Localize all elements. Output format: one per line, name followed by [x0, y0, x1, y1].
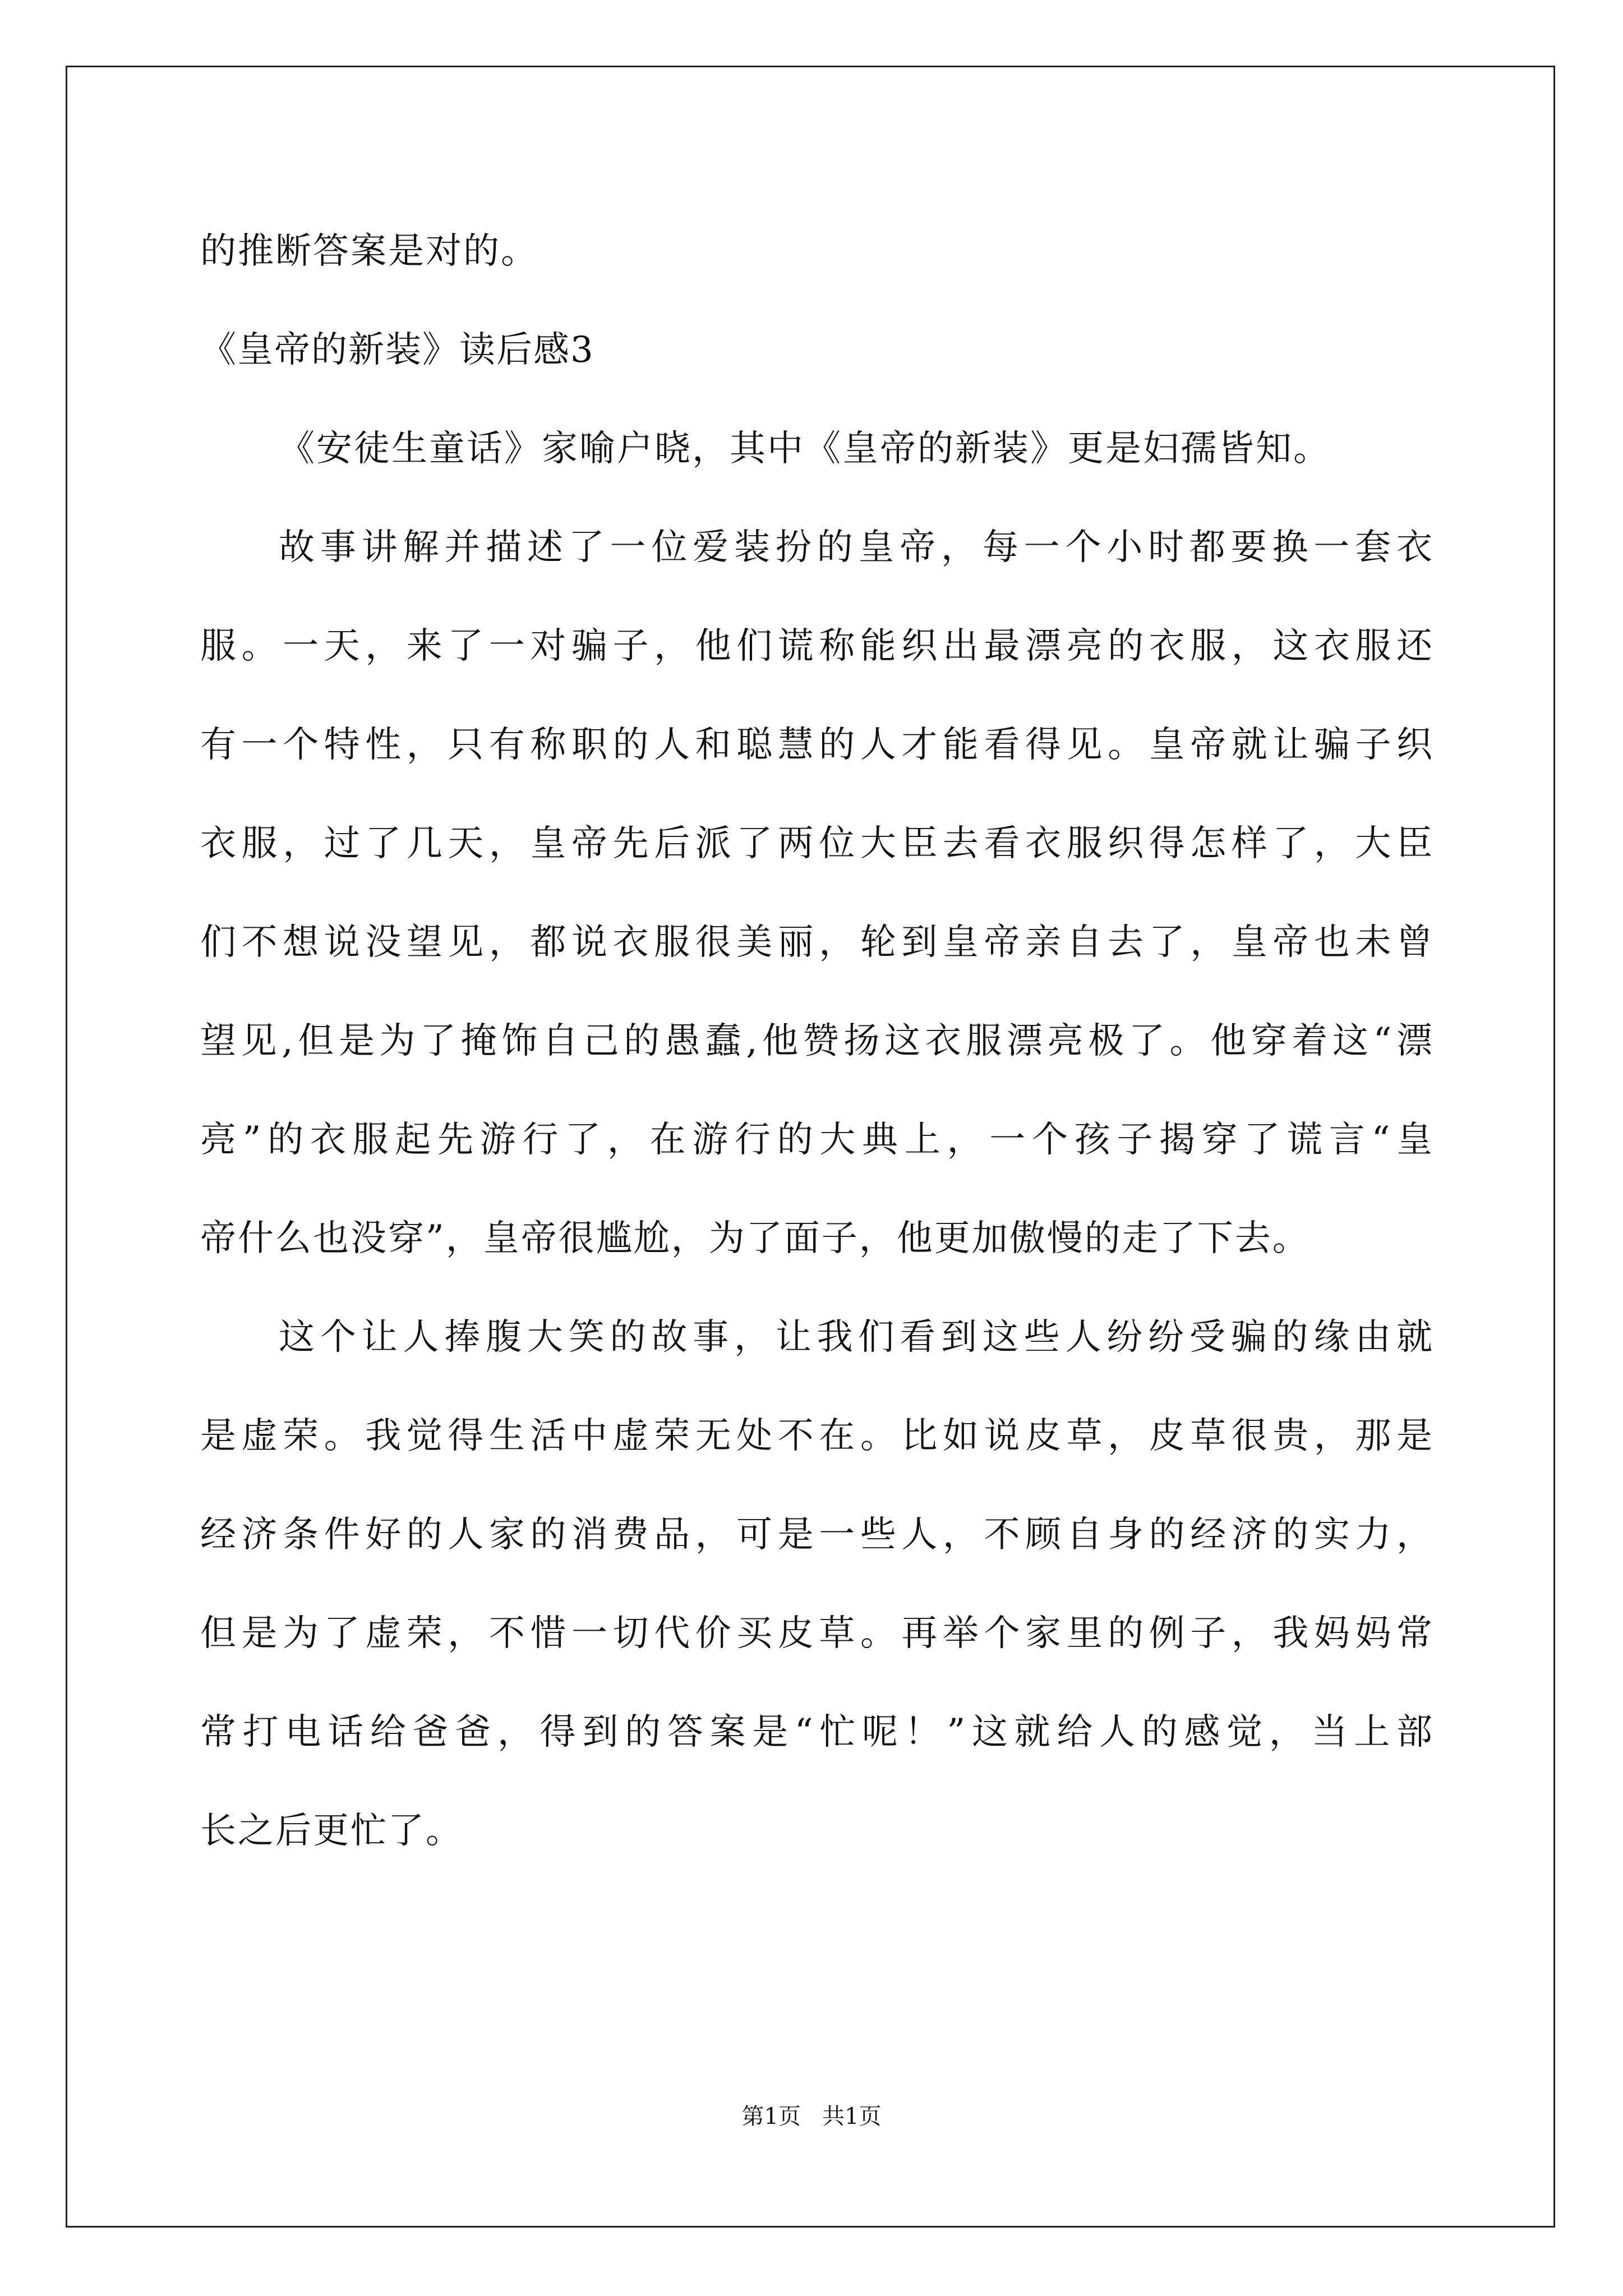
- text-line: 帝什么也没穿”，皇帝很尴尬，为了面子，他更加傲慢的走了下去。: [200, 1218, 1310, 1259]
- text-line: 但是为了虚荣，不惜一切代价买皮草。再举个家里的例子，我妈妈常: [200, 1613, 1434, 1654]
- text-line: 服。一天，来了一对骗子，他们谎称能织出最漂亮的衣服，这衣服还: [200, 625, 1434, 667]
- text-line: 们不想说没望见，都说衣服很美丽，轮到皇帝亲自去了，皇帝也未曾: [200, 922, 1434, 963]
- page-number-text: 第1页 共1页: [741, 2104, 882, 2129]
- paragraph-first-line: 这个让人捧腹大笑的故事，让我们看到这些人纷纷受骗的缘由就: [279, 1317, 1434, 1358]
- document-body: [200, 202, 1434, 1880]
- section-title: 《皇帝的新装》读后感3: [200, 329, 594, 371]
- text-line: 有一个特性，只有称职的人和聪慧的人才能看得见。皇帝就让骗子织: [200, 724, 1434, 766]
- text-line: 亮”的衣服起先游行了，在游行的大典上，一个孩子揭穿了谎言“皇: [200, 1119, 1434, 1161]
- text-line: 经济条件好的人家的消费品，可是一些人，不顾自身的经济的实力，: [200, 1514, 1434, 1556]
- paragraph-first-line: 《安徒生童话》家喻户晓，其中《皇帝的新装》更是妇孺皆知。: [279, 428, 1331, 470]
- text-line: 望见,但是为了掩饰自己的愚蠢,他赞扬这衣服漂亮极了。他穿着这“漂: [200, 1020, 1434, 1062]
- text-line: 长之后更忙了。: [200, 1810, 463, 1852]
- text-line: 衣服，过了几天，皇帝先后派了两位大臣去看衣服织得怎样了，大臣: [200, 823, 1434, 864]
- text-line: 的推断答案是对的。: [200, 231, 538, 272]
- paragraph-first-line: 故事讲解并描述了一位爱装扮的皇帝，每一个小时都要换一套衣: [279, 527, 1434, 568]
- page-number-footer: [0, 2101, 1623, 2132]
- text-line: 常打电话给爸爸，得到的答案是“忙呢！”这就给人的感觉，当上部: [200, 1711, 1434, 1753]
- text-line: 是虚荣。我觉得生活中虚荣无处不在。比如说皮草，皮草很贵，那是: [200, 1415, 1434, 1457]
